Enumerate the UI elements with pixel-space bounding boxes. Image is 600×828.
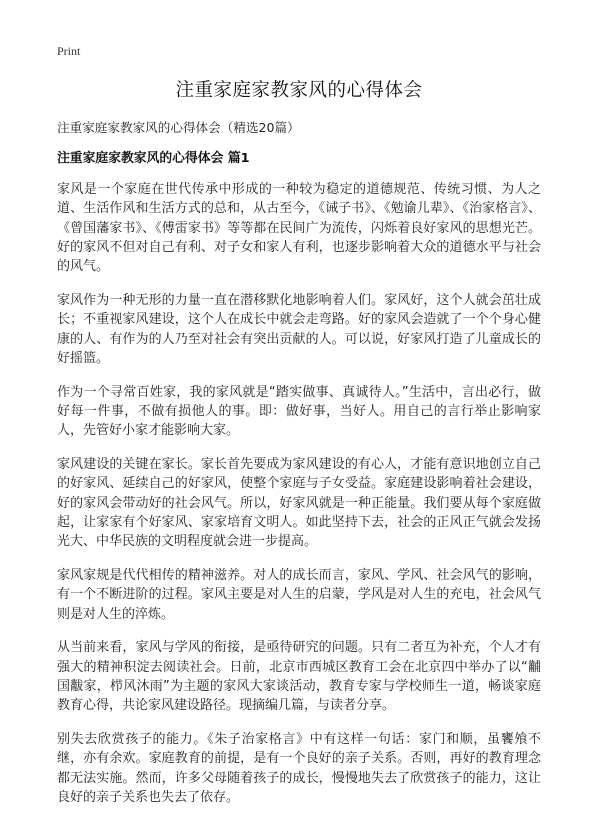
document-subtitle: 注重家庭家教家风的心得体会（精选20篇） xyxy=(57,120,300,135)
paragraph: 家风作为一种无形的力量一直在潜移默化地影响着人们。家风好，这个人就会茁壮成长；不重视家风建设，这个人在成长中就会走弯路。好的家风会造就了一个个身心健康的人、有作为的人乃至对社会有突出贡献的人。可以说，好家风打造了儿童成长的好摇篮。 xyxy=(57,292,541,366)
print-label: Print xyxy=(57,44,81,58)
paragraph: 家风是一个家庭在世代传承中形成的一种较为稳定的道德规范、传统习惯、为人之道、生活作风和生活方式的总和，从古至今，《诫子书》、《勉谕儿辈》、《治家格言》、《曾国藩家书》、《傅雷家书》等等都在民间广为流传，闪烁着良好家风的思想光芒。好的家风不但对自己有利、对子女和家人有利，也逐步影响着大众的道德水平与社会的风气。 xyxy=(57,182,541,275)
document-title: 注重家庭家教家风的心得体会 xyxy=(175,80,423,101)
paragraph: 别失去欣赏孩子的能力。《朱子治家格言》中有这样一句话：家门和顺，虽饔飧不继，亦有余欢。家庭教育的前提，是有一个良好的亲子关系。否则，再好的教育理念都无法实施。然而，许多父母随着孩子的成长，慢慢地失去了欣赏孩子的能力，这让良好的亲子关系也失去了依存。 xyxy=(57,732,541,806)
paragraph: 家风家规是代代相传的精神滋养。对人的成长而言，家风、学风、社会风气的影响，有一个不断进阶的过程。家风主要是对人生的启蒙，学风是对人生的充电，社会风气则是对人生的淬炼。 xyxy=(57,568,541,622)
section-heading: 注重家庭家教家风的心得体会 篇1 xyxy=(57,151,250,166)
paragraph: 作为一个寻常百姓家，我的家风就是“踏实做事、真诚待人。”生活中，言出必行，做好每一件事，不做有损他人的事。即：做好事，当好人。用自己的言行举止影响家人，先管好小家才能影响大家。 xyxy=(57,384,541,439)
document-body xyxy=(57,180,541,822)
paragraph: 家风建设的关键在家长。家长首先要成为家风建设的有心人，才能有意识地创立自己的好家风、延续自己的好家风，使整个家庭与子女受益。家庭建设影响着社会建设，好的家风会带动好的社会风气。所以，好家风就是一种正能量。我们要从每个家庭做起，让家家有个好家风、家家培育文明人。如此坚持下去，社会的正风正气就会发扬光大、中华民族的文明程度就会进一步提高。 xyxy=(57,457,541,550)
paragraph: 从当前来看，家风与学风的衔接，是亟待研究的问题。只有二者互为补充，个人才有强大的精神积淀去阅读社会。日前，北京市西城区教育工会在北京四中举办了以“黼国黻家，栉风沐雨”为主题的家风大家谈活动，教育专家与学校师生一道，畅谈家庭教育心得，共论家风建设路径。现摘编几篇，与读者分享。 xyxy=(57,640,541,714)
